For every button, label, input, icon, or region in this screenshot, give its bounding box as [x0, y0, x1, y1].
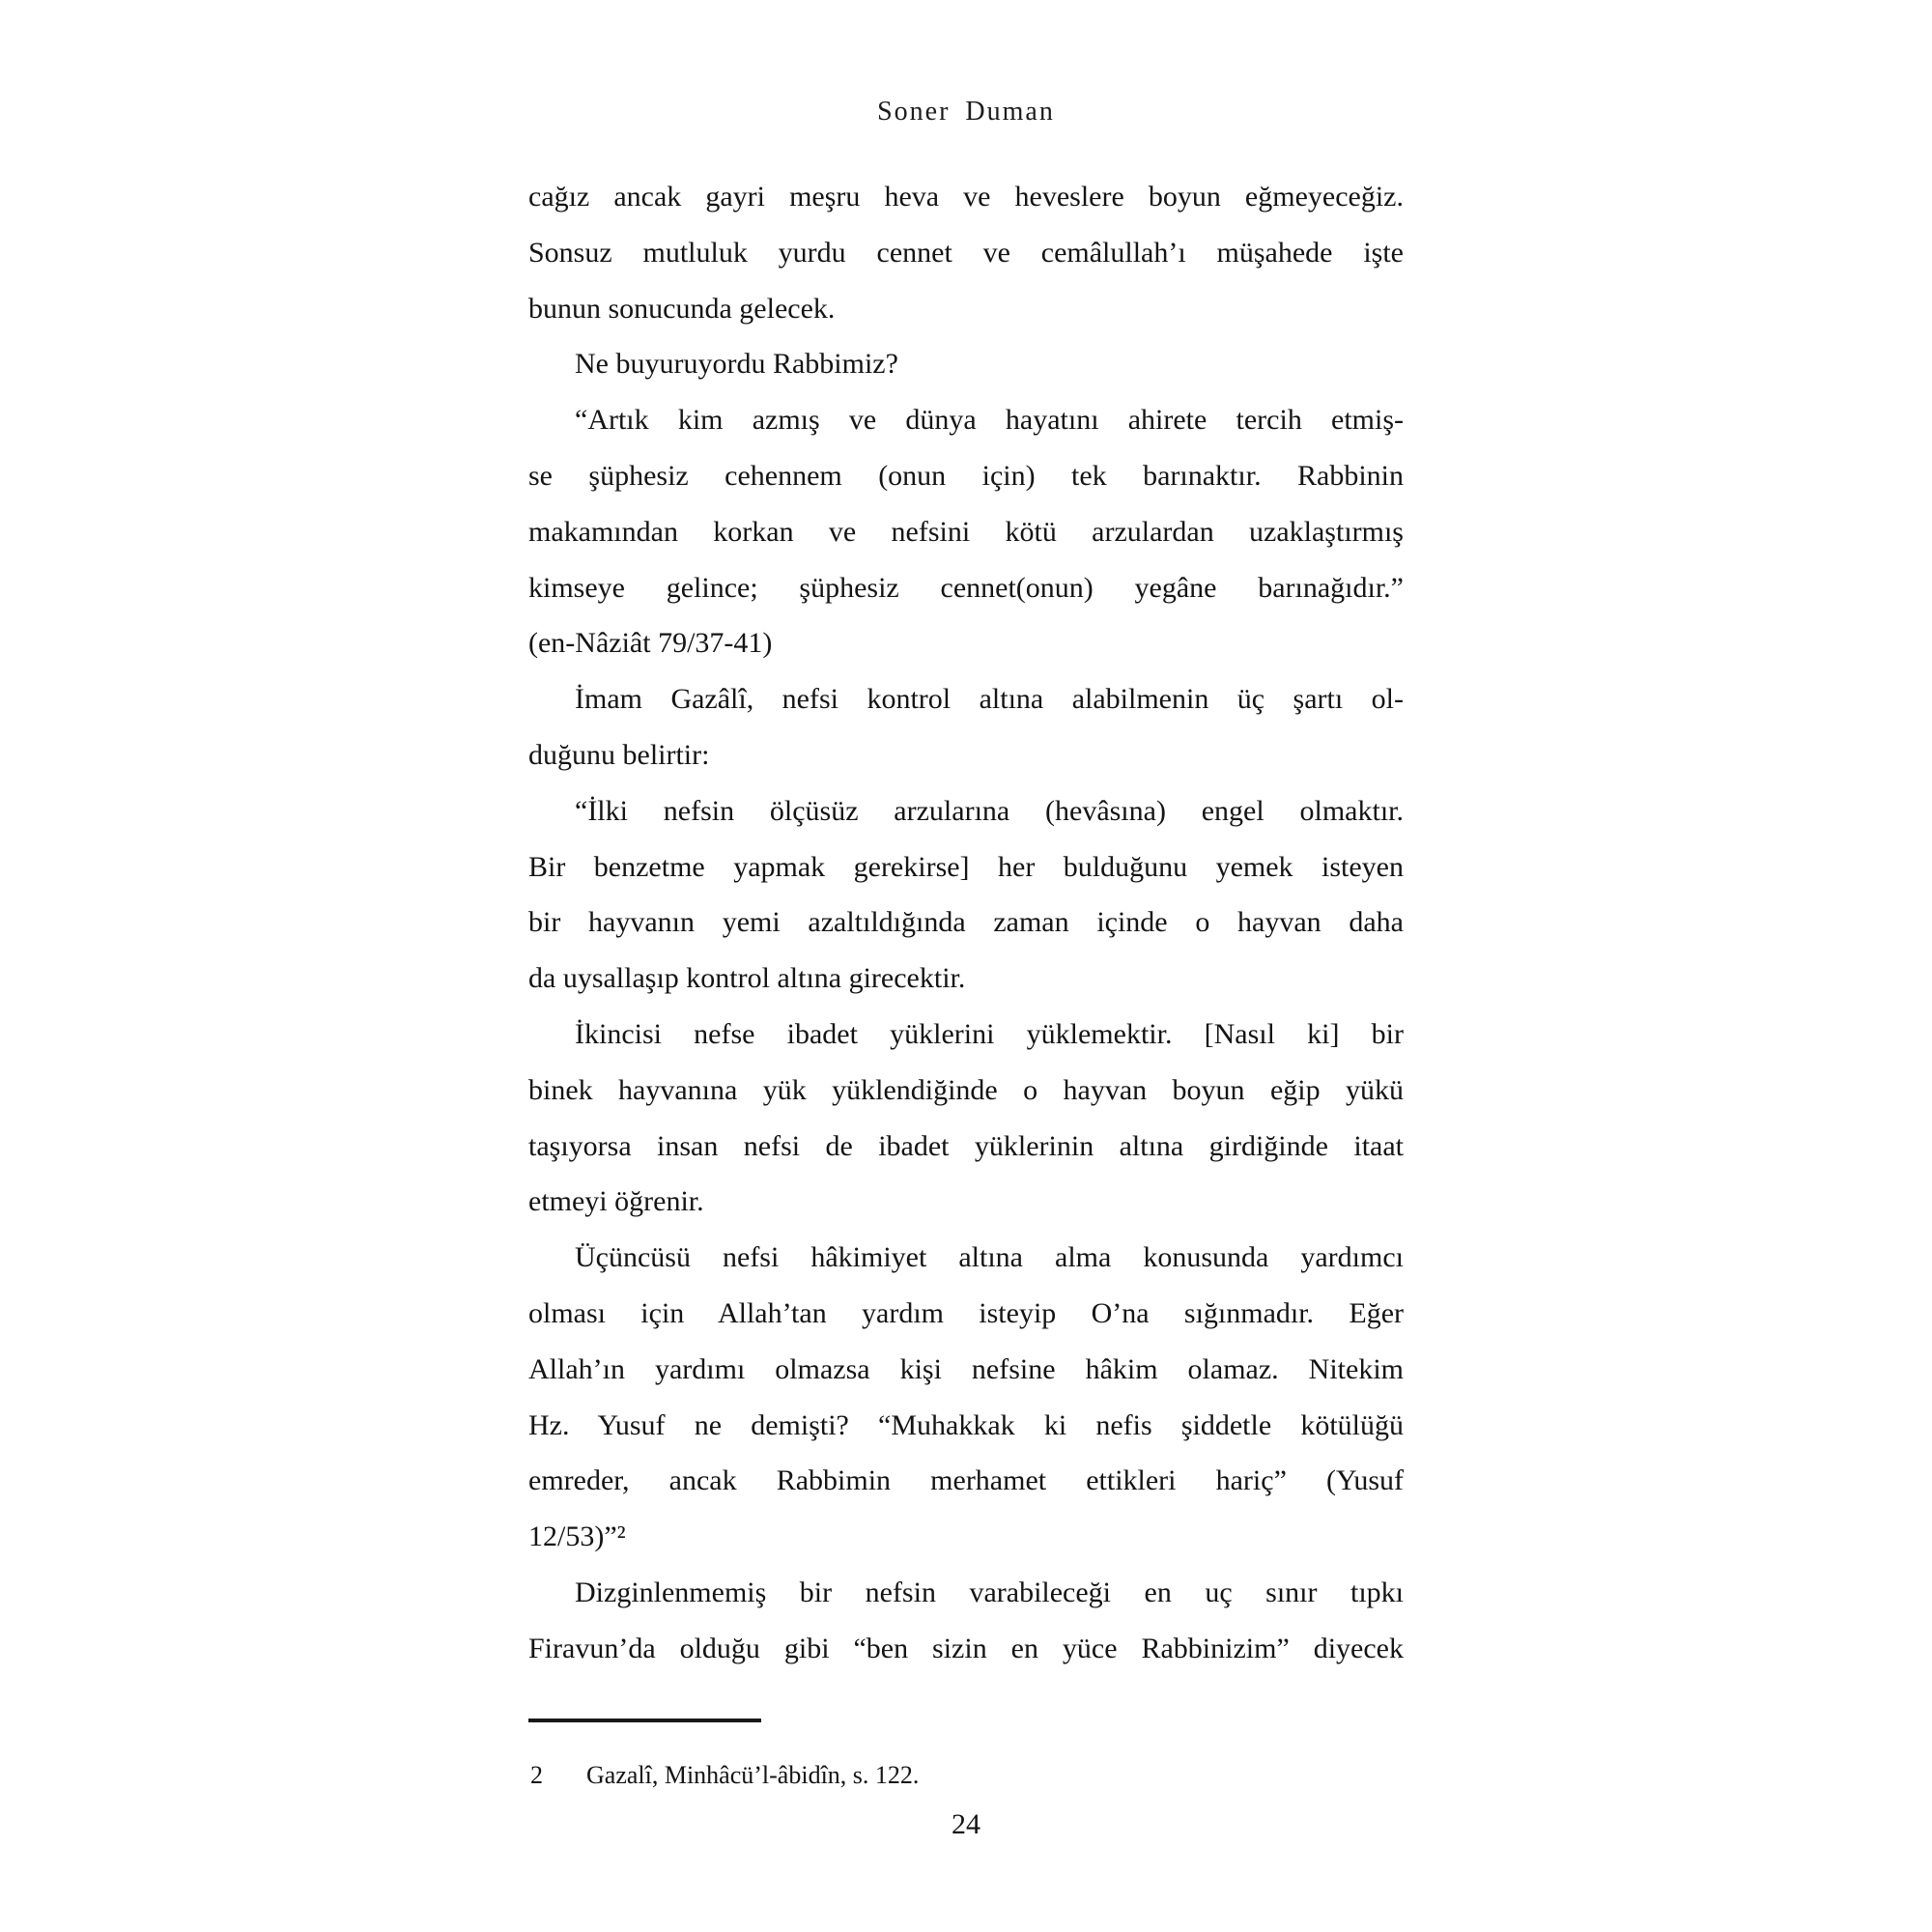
- text-line: da uysallaşıp kontrol altına girecektir.: [528, 962, 966, 995]
- text-line: etmeyi öğrenir.: [528, 1185, 704, 1218]
- page-number: 24: [952, 1808, 980, 1840]
- running-header-author: Soner Duman: [877, 97, 1055, 127]
- text-line: Allah’ın yardımı olmazsa kişi nefsine hâkim olamaz. Nitekim: [528, 1352, 1404, 1385]
- text-line: Üçüncüsü nefsi hâkimiyet altına alma konusunda yardımcı: [575, 1241, 1404, 1274]
- text-line: Dizginlenmemiş bir nefsin varabileceği en uç sınır tıpkı: [575, 1576, 1404, 1608]
- text-line: Hz. Yusuf ne demişti? “Muhakkak ki nefis şiddetle kötülüğü: [528, 1408, 1404, 1441]
- text-line: cağız ancak gayri meşru heva ve heveslere boyun eğmeyeceğiz.: [528, 181, 1404, 213]
- text-line: taşıyorsa insan nefsi de ibadet yüklerinin altına girdiğinde itaat: [528, 1129, 1404, 1162]
- text-line: duğunu belirtir:: [528, 738, 710, 771]
- text-line: kimseye gelince; şüphesiz cennet(onun) yegâne barınağıdır.”: [528, 571, 1404, 604]
- text-line: bunun sonucunda gelecek.: [528, 292, 836, 325]
- footnote: [530, 1760, 1406, 1791]
- footnote-text: Gazalî, Minhâcü’l-âbidîn, s. 122.: [586, 1761, 920, 1789]
- text-line: Ne buyuruyordu Rabbimiz?: [575, 348, 898, 381]
- text-line: Sonsuz mutluluk yurdu cennet ve cemâlullah’ı müşahede işte: [528, 236, 1404, 269]
- text-line: (en-Nâziât 79/37-41): [528, 627, 773, 660]
- text-line: Bir benzetme yapmak gerekirse] her bulduğunu yemek isteyen: [528, 850, 1404, 883]
- text-line: İkincisi nefse ibadet yüklerini yüklemektir. [Nasıl ki] bir: [575, 1017, 1404, 1050]
- body-text-block: [528, 169, 1404, 1677]
- text-line: binek hayvanına yük yüklendiğinde o hayvan boyun eğip yükü: [528, 1073, 1404, 1106]
- footnote-separator-rule: [528, 1719, 761, 1722]
- text-line: “İlki nefsin ölçüsüz arzularına (hevâsına) engel olmaktır.: [575, 794, 1404, 827]
- text-line: makamından korkan ve nefsini kötü arzulardan uzaklaştırmış: [528, 515, 1404, 548]
- text-line: Firavun’da olduğu gibi “ben sizin en yüce Rabbinizim” diyecek: [528, 1632, 1404, 1664]
- text-line: se şüphesiz cehennem (onun için) tek barınaktır. Rabbinin: [528, 459, 1404, 492]
- text-line: olması için Allah’tan yardım isteyip O’na sığınmadır. Eğer: [528, 1296, 1404, 1329]
- footnote-marker: 2: [530, 1761, 543, 1789]
- text-line: bir hayvanın yemi azaltıldığında zaman içinde o hayvan daha: [528, 906, 1404, 939]
- text-line: emreder, ancak Rabbimin merhamet ettikleri hariç” (Yusuf: [528, 1464, 1404, 1497]
- text-line: “Artık kim azmış ve dünya hayatını ahirete tercih etmiş-: [575, 404, 1404, 437]
- text-line: İmam Gazâlî, nefsi kontrol altına alabilmenin üç şartı ol-: [575, 683, 1404, 716]
- text-line: 12/53)”²: [528, 1520, 626, 1553]
